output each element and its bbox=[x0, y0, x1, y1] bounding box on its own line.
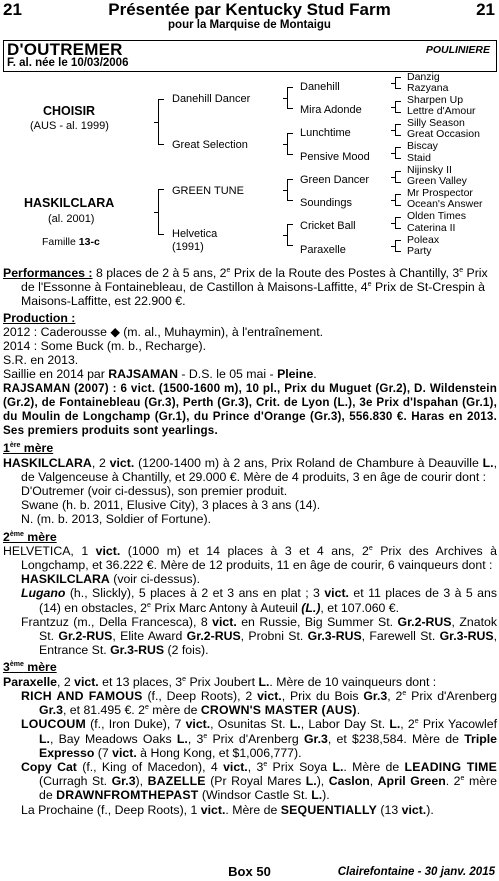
bracket-g3-1 bbox=[395, 77, 396, 89]
ped-g4-9: Nijinsky II bbox=[407, 164, 452, 176]
mere1-label: 1ère mère bbox=[3, 441, 54, 456]
ped-g4-16: Party bbox=[407, 245, 432, 257]
bracket-g2-1 bbox=[287, 87, 288, 109]
sire-info: (AUS - al. 1999) bbox=[30, 120, 109, 132]
ped-g3-6: Soundings bbox=[300, 197, 352, 209]
production-line: Saillie en 2014 par RAJSAMAN - D.S. le 05 mai - Pleine. bbox=[3, 367, 317, 382]
mere3-produit: La Prochaine (f., Deep Roots), 1 vict.. Mère de SEQUENTIALLY (13 vict.). bbox=[21, 802, 434, 817]
horse-info: F. al. née le 10/03/2006 bbox=[7, 57, 129, 69]
mere3-produit: Copy Cat (f., King of Macedon), 4 vict., 3e Prix Soya L.. Mère de LEADING TIME (Curragh St. Gr.3), BAZELLE (Pr Royal Mares L.), Caslon, April Green. 2e mère de DRAWNFROMTHEPAST (Windsor Castle St. L.). bbox=[21, 759, 497, 803]
page-title: Présentée par Kentucky Stud Farm bbox=[108, 0, 391, 19]
ped-g4-10: Green Valley bbox=[407, 175, 467, 187]
bracket-g3-8 bbox=[395, 240, 396, 252]
bracket-g3-6 bbox=[395, 194, 396, 206]
ped-g3-8: Paraxelle bbox=[300, 244, 346, 256]
mere3-produit: RICH AND FAMOUS (f., Deep Roots), 2 vict., Prix du Bois Gr.3, 2e Prix d'Arenberg Gr.3, et 81.495 €. 2e mère de CROWN'S MASTER (AUS). bbox=[21, 688, 497, 718]
production-line: S.R. en 2013. bbox=[3, 353, 79, 368]
bracket-g2-3 bbox=[287, 179, 288, 201]
bracket-sire bbox=[158, 99, 159, 145]
ped-g4-11: Mr Prospector bbox=[407, 187, 473, 199]
horse-box bbox=[3, 40, 497, 72]
dam-family bbox=[42, 236, 100, 248]
ped-g4-3: Sharpen Up bbox=[407, 94, 464, 106]
page-subtitle: pour la Marquise de Montaigu bbox=[168, 19, 331, 31]
lot-number-left: 21 bbox=[3, 0, 22, 19]
mere3-text: Paraxelle, 2 vict. et 13 places, 3e Prix Joubert L.. Mère de 10 vainqueurs dont : bbox=[3, 674, 437, 689]
page-footer bbox=[0, 866, 499, 881]
bracket-g3-7 bbox=[395, 217, 396, 229]
dam-name: HASKILCLARA bbox=[24, 196, 115, 210]
bracket-g2-4 bbox=[287, 224, 288, 246]
performances: Performances : 8 places de 2 à 5 ans, 2e Prix de la Route des Postes à Chantilly, 3e Prix de l'Essonne à Fontainebleau, de Castillon à Maisons-Laffitte, 4e Prix de St-Crespin à Maisons-Laffitte, est 22.900 €. bbox=[3, 266, 488, 309]
mere2-produit: HASKILCLARA (voir ci-dessus). bbox=[21, 572, 201, 587]
mere3-label: 3ème mère bbox=[3, 660, 57, 675]
ped-g4-7: Biscay bbox=[407, 140, 438, 152]
ped-g4-15: Poleax bbox=[407, 234, 440, 246]
mere2-produit: Lugano (h., Slickly), 5 places à 2 et 3 ans en plat ; 3 vict. et 11 places de 3 à 5 ans (14) en obstacles, 2e Prix Marc Antony à Auteuil (L.), et 107.060 €. bbox=[21, 586, 498, 615]
mere1-produit: Swane (h. b. 2011, Elusive City), 3 places à 3 ans (14). bbox=[21, 498, 321, 513]
ped-g2-1: Danehill Dancer bbox=[172, 93, 251, 105]
ped-g4-8: Staid bbox=[407, 152, 431, 164]
ped-g4-6: Great Occasion bbox=[407, 128, 480, 140]
mere2-label: 2ème mère bbox=[3, 529, 57, 544]
family-label: Famille bbox=[42, 236, 76, 248]
mere2-produit: Frantzuz (m., Della Francesca), 8 vict. en Russie, Big Summer St. Gr.2-RUS, Znatok St. Gr.2-RUS, Elite Award Gr.2-RUS, Probni St. Gr.3-RUS, Farewell St. Gr.3-RUS, Entrance St. Gr.3-RUS (2 fois). bbox=[21, 614, 498, 658]
stallion-note: RAJSAMAN (2007) : 6 vict. (1500-1600 m), 10 pl., Prix du Muguet (Gr.2), D. Wildenstein (Gr.2), de Fontainebleau (Gr.3), Perth (Gr.3), Crit. de Lyon (L.), 3e Prix d'Ispahan (Gr.1), du Moulin de Longchamp (Gr.1), du Prince d'Orange (Gr.3), 556.830 €. Haras en 2013. Ses premiers produits sont yearlings. bbox=[3, 381, 497, 438]
ped-g4-14: Caterina II bbox=[407, 222, 456, 234]
horse-type: POULINIERE bbox=[425, 44, 490, 56]
production-line: 2014 : Some Buck (m. b., Recharge). bbox=[3, 339, 206, 354]
family-number: 13-c bbox=[78, 236, 100, 248]
mere2-text: HELVETICA, 1 vict. (1000 m) et 14 places à 3 et 4 ans, 2e Prix des Archives à Longchamp, et 36.222 €. Mère de 12 produits, 11 en âge de courir, 6 vainqueurs dont : bbox=[3, 543, 497, 573]
performances-label: Performances : bbox=[3, 266, 93, 280]
ped-g4-4: Lettre d'Amour bbox=[407, 105, 476, 117]
catalogue-body bbox=[3, 266, 497, 817]
bracket-g3-2 bbox=[395, 101, 396, 113]
mere1-produit: D'Outremer (voir ci-dessus), son premier produit. bbox=[21, 484, 288, 499]
ped-g4-2: Razyana bbox=[407, 82, 449, 94]
mere3-produit: LOUCOUM (f., Iron Duke), 7 vict., Osunitas St. L., Labor Day St. L., 2e Prix Yacowlef L., Bay Meadows Oaks L., 3e Prix d'Arenberg Gr.3, et $238,584. Mère de Triple Expresso (7 vict. à Hong Kong, et $1,006,777). bbox=[21, 717, 498, 760]
lot-number-right: 21 bbox=[476, 0, 495, 19]
horse-name: D'OUTREMER bbox=[7, 40, 123, 59]
sire-name: CHOISIR bbox=[43, 104, 96, 118]
ped-g4-12: Ocean's Answer bbox=[407, 198, 483, 210]
ped-g2-4-year: (1991) bbox=[172, 241, 204, 253]
ped-g4-5: Silly Season bbox=[407, 117, 465, 129]
ped-g3-7: Cricket Ball bbox=[300, 220, 356, 232]
mere1-text: HASKILCLARA, 2 vict. (1200-1400 m) à 2 ans, Prix Roland de Chambure à Deauville L., de Valgenceuse à Chantilly, et 29.000 €. Mère de 4 produits, 3 en âge de courir dont : bbox=[3, 455, 497, 484]
ped-g3-3: Lunchtime bbox=[300, 127, 351, 139]
bracket-g3-3 bbox=[395, 124, 396, 136]
bracket-g2-2 bbox=[287, 133, 288, 155]
pedigree-table bbox=[0, 71, 499, 265]
ped-g4-1: Danzig bbox=[407, 71, 440, 83]
ped-g2-2: Great Selection bbox=[172, 139, 248, 151]
ped-g3-4: Pensive Mood bbox=[300, 151, 370, 163]
dam-info: (al. 2001) bbox=[48, 213, 95, 225]
ped-g3-5: Green Dancer bbox=[300, 174, 370, 186]
ped-g4-13: Olden Times bbox=[407, 210, 466, 222]
production-label: Production : bbox=[3, 310, 76, 325]
ped-g2-3: GREEN TUNE bbox=[172, 185, 244, 197]
box-number: Box 50 bbox=[228, 864, 271, 879]
bracket-g3-4 bbox=[395, 147, 396, 159]
sale-date: Clairefontaine - 30 janv. 2015 bbox=[337, 866, 495, 878]
ped-g3-1: Danehill bbox=[300, 81, 340, 93]
bracket-g3-5 bbox=[395, 171, 396, 183]
ped-g2-4: Helvetica bbox=[172, 228, 218, 240]
ped-g3-2: Mira Adonde bbox=[300, 104, 362, 116]
bracket-dam bbox=[158, 189, 159, 235]
page-header bbox=[0, 0, 499, 36]
production-line: 2012 : Caderousse ◆ (m. al., Muhaymin), à l'entraînement. bbox=[3, 324, 324, 339]
mere1-produit: N. (m. b. 2013, Soldier of Fortune). bbox=[21, 512, 212, 527]
